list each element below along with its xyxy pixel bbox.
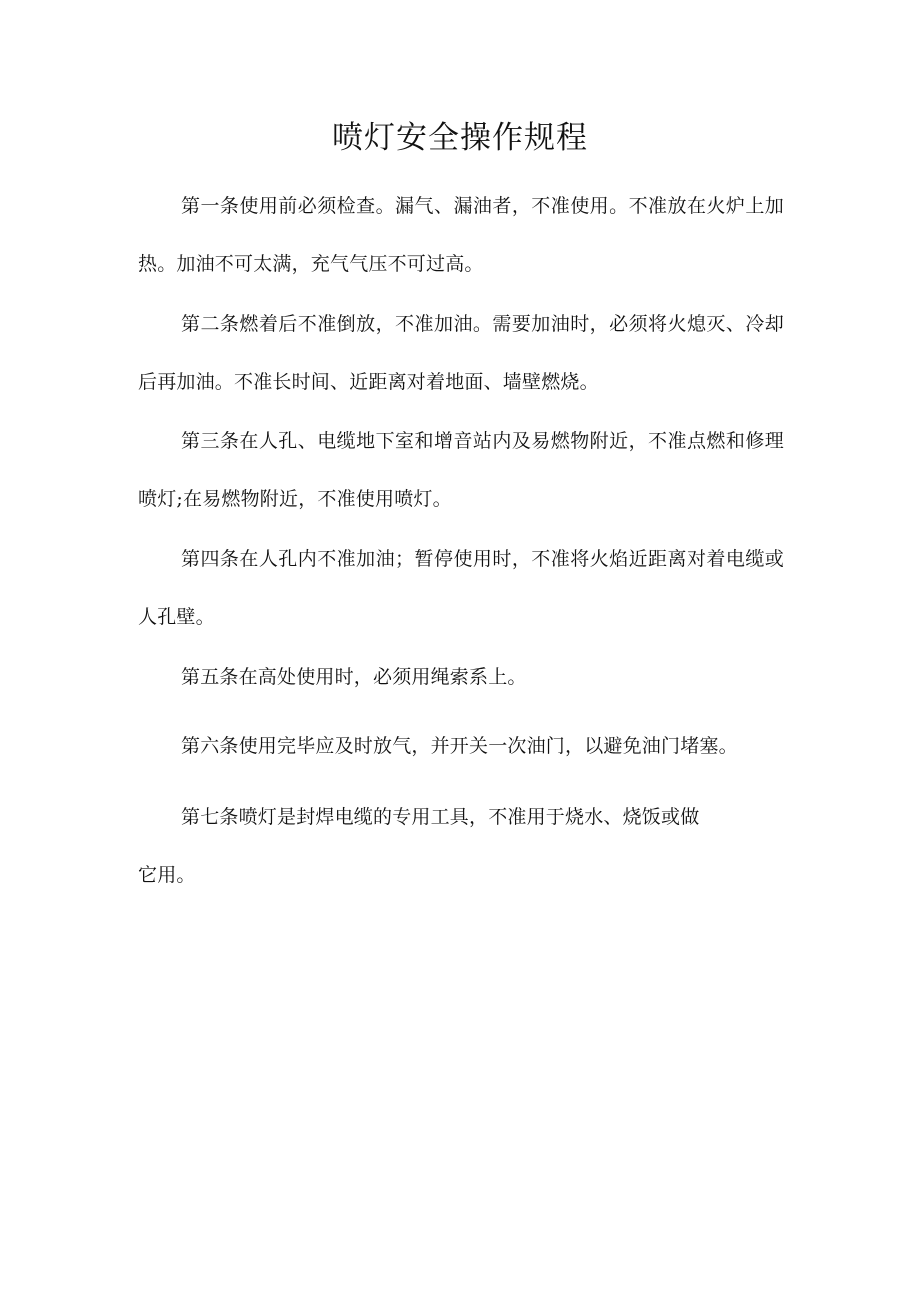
article-7-line-2: 它用。 — [138, 864, 196, 886]
article-6: 第六条使用完毕应及时放气，并开关一次油门，以避免油门堵塞。 — [181, 735, 738, 757]
article-5: 第五条在高处使用时，必须用绳索系上。 — [181, 666, 527, 688]
article-7-line-1: 第七条喷灯是封焊电缆的专用工具，不准用于烧水、烧饭或做 — [181, 806, 700, 828]
article-2: 第二条燃着后不准倒放，不准加油。需要加油时，必须将火熄灭、冷却后再加油。不准长时间、近距离对着地面、墙壁燃烧。 — [138, 313, 784, 393]
article-1: 第一条使用前必须检查。漏气、漏油者，不准使用。不准放在火炉上加热。加油不可太满，充气气压不可过高。 — [138, 195, 784, 275]
article-4: 第四条在人孔内不准加油；暂停使用时，不准将火焰近距离对着电缆或人孔壁。 — [138, 548, 784, 628]
article-3: 第三条在人孔、电缆地下室和增音站内及易燃物附近，不准点燃和修理喷灯;在易燃物附近，不准使用喷灯。 — [138, 430, 784, 510]
document-title: 喷灯安全操作规程 — [332, 120, 588, 156]
